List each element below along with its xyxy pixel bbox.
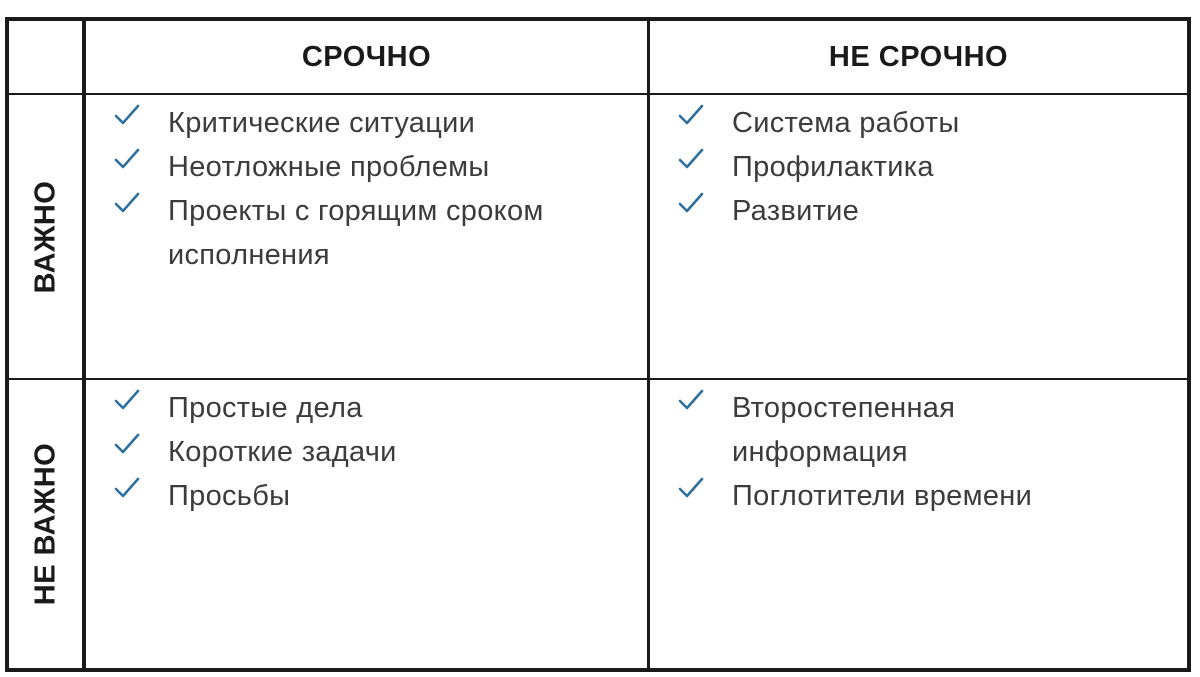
list-item xyxy=(676,386,1177,430)
row-header-important-cell xyxy=(5,95,86,380)
list-item-text: Короткие задачи xyxy=(168,436,397,468)
list-item xyxy=(112,189,637,233)
list-item-text: Простые дела xyxy=(168,392,363,424)
check-icon xyxy=(676,189,706,219)
list-item xyxy=(112,145,637,189)
quadrant-important-not-urgent xyxy=(650,95,1191,380)
corner-cell xyxy=(5,17,86,95)
task-list xyxy=(112,386,637,518)
list-item-continuation xyxy=(676,430,1177,474)
check-icon xyxy=(112,101,142,131)
column-header-not-urgent: НЕ СРОЧНО xyxy=(828,40,1009,73)
list-item-text: Развитие xyxy=(732,195,860,227)
column-header-urgent: СРОЧНО xyxy=(301,40,432,73)
check-icon xyxy=(112,189,142,219)
column-header-not-urgent-cell xyxy=(650,17,1191,95)
list-item-text: исполнения xyxy=(168,239,330,271)
list-item-text: информация xyxy=(732,436,908,468)
check-icon xyxy=(676,145,706,175)
list-item xyxy=(676,101,1177,145)
check-icon xyxy=(676,386,706,416)
task-list xyxy=(676,386,1177,518)
check-icon xyxy=(112,386,142,416)
list-item xyxy=(676,189,1177,233)
list-item-text: Поглотители времени xyxy=(732,480,1033,512)
list-item xyxy=(676,474,1177,518)
check-icon xyxy=(676,474,706,504)
eisenhower-matrix-table xyxy=(5,17,1191,672)
list-item xyxy=(112,474,637,518)
task-list xyxy=(112,101,637,277)
list-item-text: Второстепенная xyxy=(732,392,956,424)
list-item xyxy=(112,101,637,145)
check-icon xyxy=(112,145,142,175)
list-item xyxy=(112,430,637,474)
quadrant-important-urgent xyxy=(86,95,650,380)
list-item-continuation xyxy=(112,233,637,277)
check-icon xyxy=(676,101,706,131)
row-header-important: ВАЖНО xyxy=(29,180,61,293)
column-header-urgent-cell xyxy=(86,17,650,95)
quadrant-not-important-urgent xyxy=(86,380,650,672)
list-item-text: Проекты с горящим сроком xyxy=(168,195,544,227)
row-header-not-important-cell xyxy=(5,380,86,672)
list-item-text: Неотложные проблемы xyxy=(168,151,490,183)
list-item xyxy=(112,386,637,430)
list-item xyxy=(676,145,1177,189)
row-header-not-important: НЕ ВАЖНО xyxy=(29,442,61,606)
quadrant-not-important-not-urgent xyxy=(650,380,1191,672)
check-icon xyxy=(112,474,142,504)
list-item-text: Профилактика xyxy=(732,151,934,183)
list-item-text: Просьбы xyxy=(168,480,291,512)
task-list xyxy=(676,101,1177,233)
list-item-text: Критические ситуации xyxy=(168,107,476,139)
list-item-text: Система работы xyxy=(732,107,960,139)
check-icon xyxy=(112,430,142,460)
